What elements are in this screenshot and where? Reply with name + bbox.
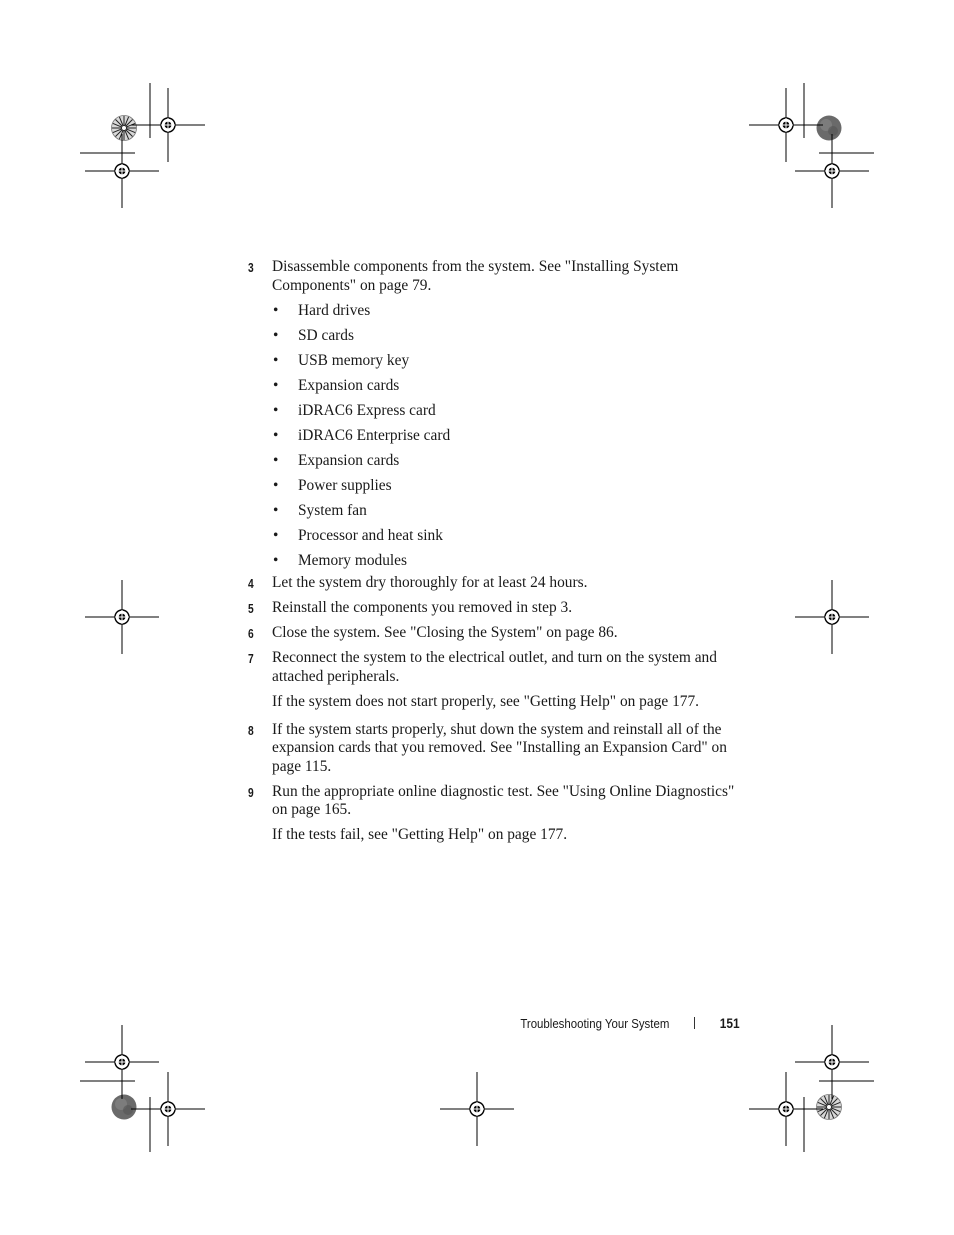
step-number: 5 [248, 602, 254, 616]
step-text: attached peripherals. [272, 667, 400, 685]
gray-target-icon [817, 116, 842, 141]
gray-target-icon [112, 1095, 137, 1120]
registration-mark-icon [795, 1025, 869, 1099]
step-number: 9 [248, 785, 254, 800]
bullet-icon: • [273, 402, 279, 419]
registration-mark-icon [440, 1072, 514, 1146]
step-3 [248, 258, 748, 295]
step-text: Reconnect the system to the electrical outlet, and turn on the system and [272, 649, 717, 666]
list-item: • System fan [248, 498, 748, 523]
registration-mark-icon [131, 88, 205, 162]
bullet-icon: • [273, 552, 279, 569]
step-4 [248, 574, 748, 593]
registration-mark-icon [795, 134, 869, 208]
bullet-icon: • [273, 502, 279, 519]
registration-mark-icon [749, 88, 823, 162]
list-item: • Hard drives [248, 298, 748, 323]
step-number: 4 [248, 577, 254, 591]
page-number: 151 [719, 1015, 740, 1031]
step-9 [248, 783, 748, 820]
registration-mark-icon [131, 1072, 205, 1146]
step-number: 8 [248, 723, 254, 738]
step-text: on page 165. [272, 801, 352, 818]
procedure-steps [248, 258, 748, 845]
step-number: 3 [248, 261, 254, 275]
list-item: • Expansion cards [248, 373, 748, 398]
star-target-icon [112, 116, 137, 141]
step-8 [248, 721, 748, 777]
step-number: 6 [248, 627, 254, 641]
registration-mark-icon [85, 134, 159, 208]
list-item: • Expansion cards [248, 448, 748, 473]
registration-mark-icon [85, 1025, 159, 1099]
component-list [248, 298, 748, 573]
list-item: • iDRAC6 Express card [248, 398, 748, 423]
step-number: 7 [248, 652, 254, 666]
bullet-icon: • [273, 352, 279, 369]
list-item: • Processor and heat sink [248, 523, 748, 548]
bullet-icon: • [273, 452, 279, 469]
registration-mark-icon [795, 580, 869, 654]
step-note: If the system does not start properly, see "Getting Help" on page 177. [272, 692, 700, 710]
step-6 [248, 624, 748, 643]
registration-mark-icon [85, 580, 159, 654]
star-target-icon [817, 1095, 842, 1120]
step-text: page 115. [272, 757, 332, 775]
step-5 [248, 599, 748, 618]
section-title: Troubleshooting Your System [520, 1015, 670, 1031]
step-text: Reinstall the components you removed in step 3. [272, 599, 573, 616]
bullet-icon: • [273, 377, 279, 394]
bullet-icon: • [273, 527, 279, 544]
list-item: • Memory modules [248, 548, 748, 573]
bullet-icon: • [273, 477, 279, 494]
bullet-icon: • [273, 427, 279, 444]
step-text: If the system starts properly, shut down the system and reinstall all of the [272, 720, 722, 738]
footer-divider [694, 1017, 695, 1029]
list-item: • SD cards [248, 323, 748, 348]
step-text: Close the system. See "Closing the System" on page 86. [272, 624, 618, 641]
step-text: Components" on page 79. [272, 276, 432, 294]
step-7 [248, 649, 748, 686]
step-text: Disassemble components from the system. See "Installing System [272, 258, 679, 275]
bullet-icon: • [273, 327, 279, 344]
list-item: • Power supplies [248, 473, 748, 498]
step-note: If the tests fail, see "Getting Help" on page 177. [272, 826, 568, 843]
list-item: • iDRAC6 Enterprise card [248, 423, 748, 448]
bullet-icon: • [273, 302, 279, 319]
step-text: expansion cards that you removed. See "Installing an Expansion Card" on [272, 739, 727, 756]
registration-mark-icon [749, 1072, 823, 1146]
step-text: Run the appropriate online diagnostic test. See "Using Online Diagnostics" [272, 782, 735, 800]
step-text: Let the system dry thoroughly for at least 24 hours. [272, 574, 588, 591]
list-item: • USB memory key [248, 348, 748, 373]
page-footer [500, 1015, 741, 1031]
